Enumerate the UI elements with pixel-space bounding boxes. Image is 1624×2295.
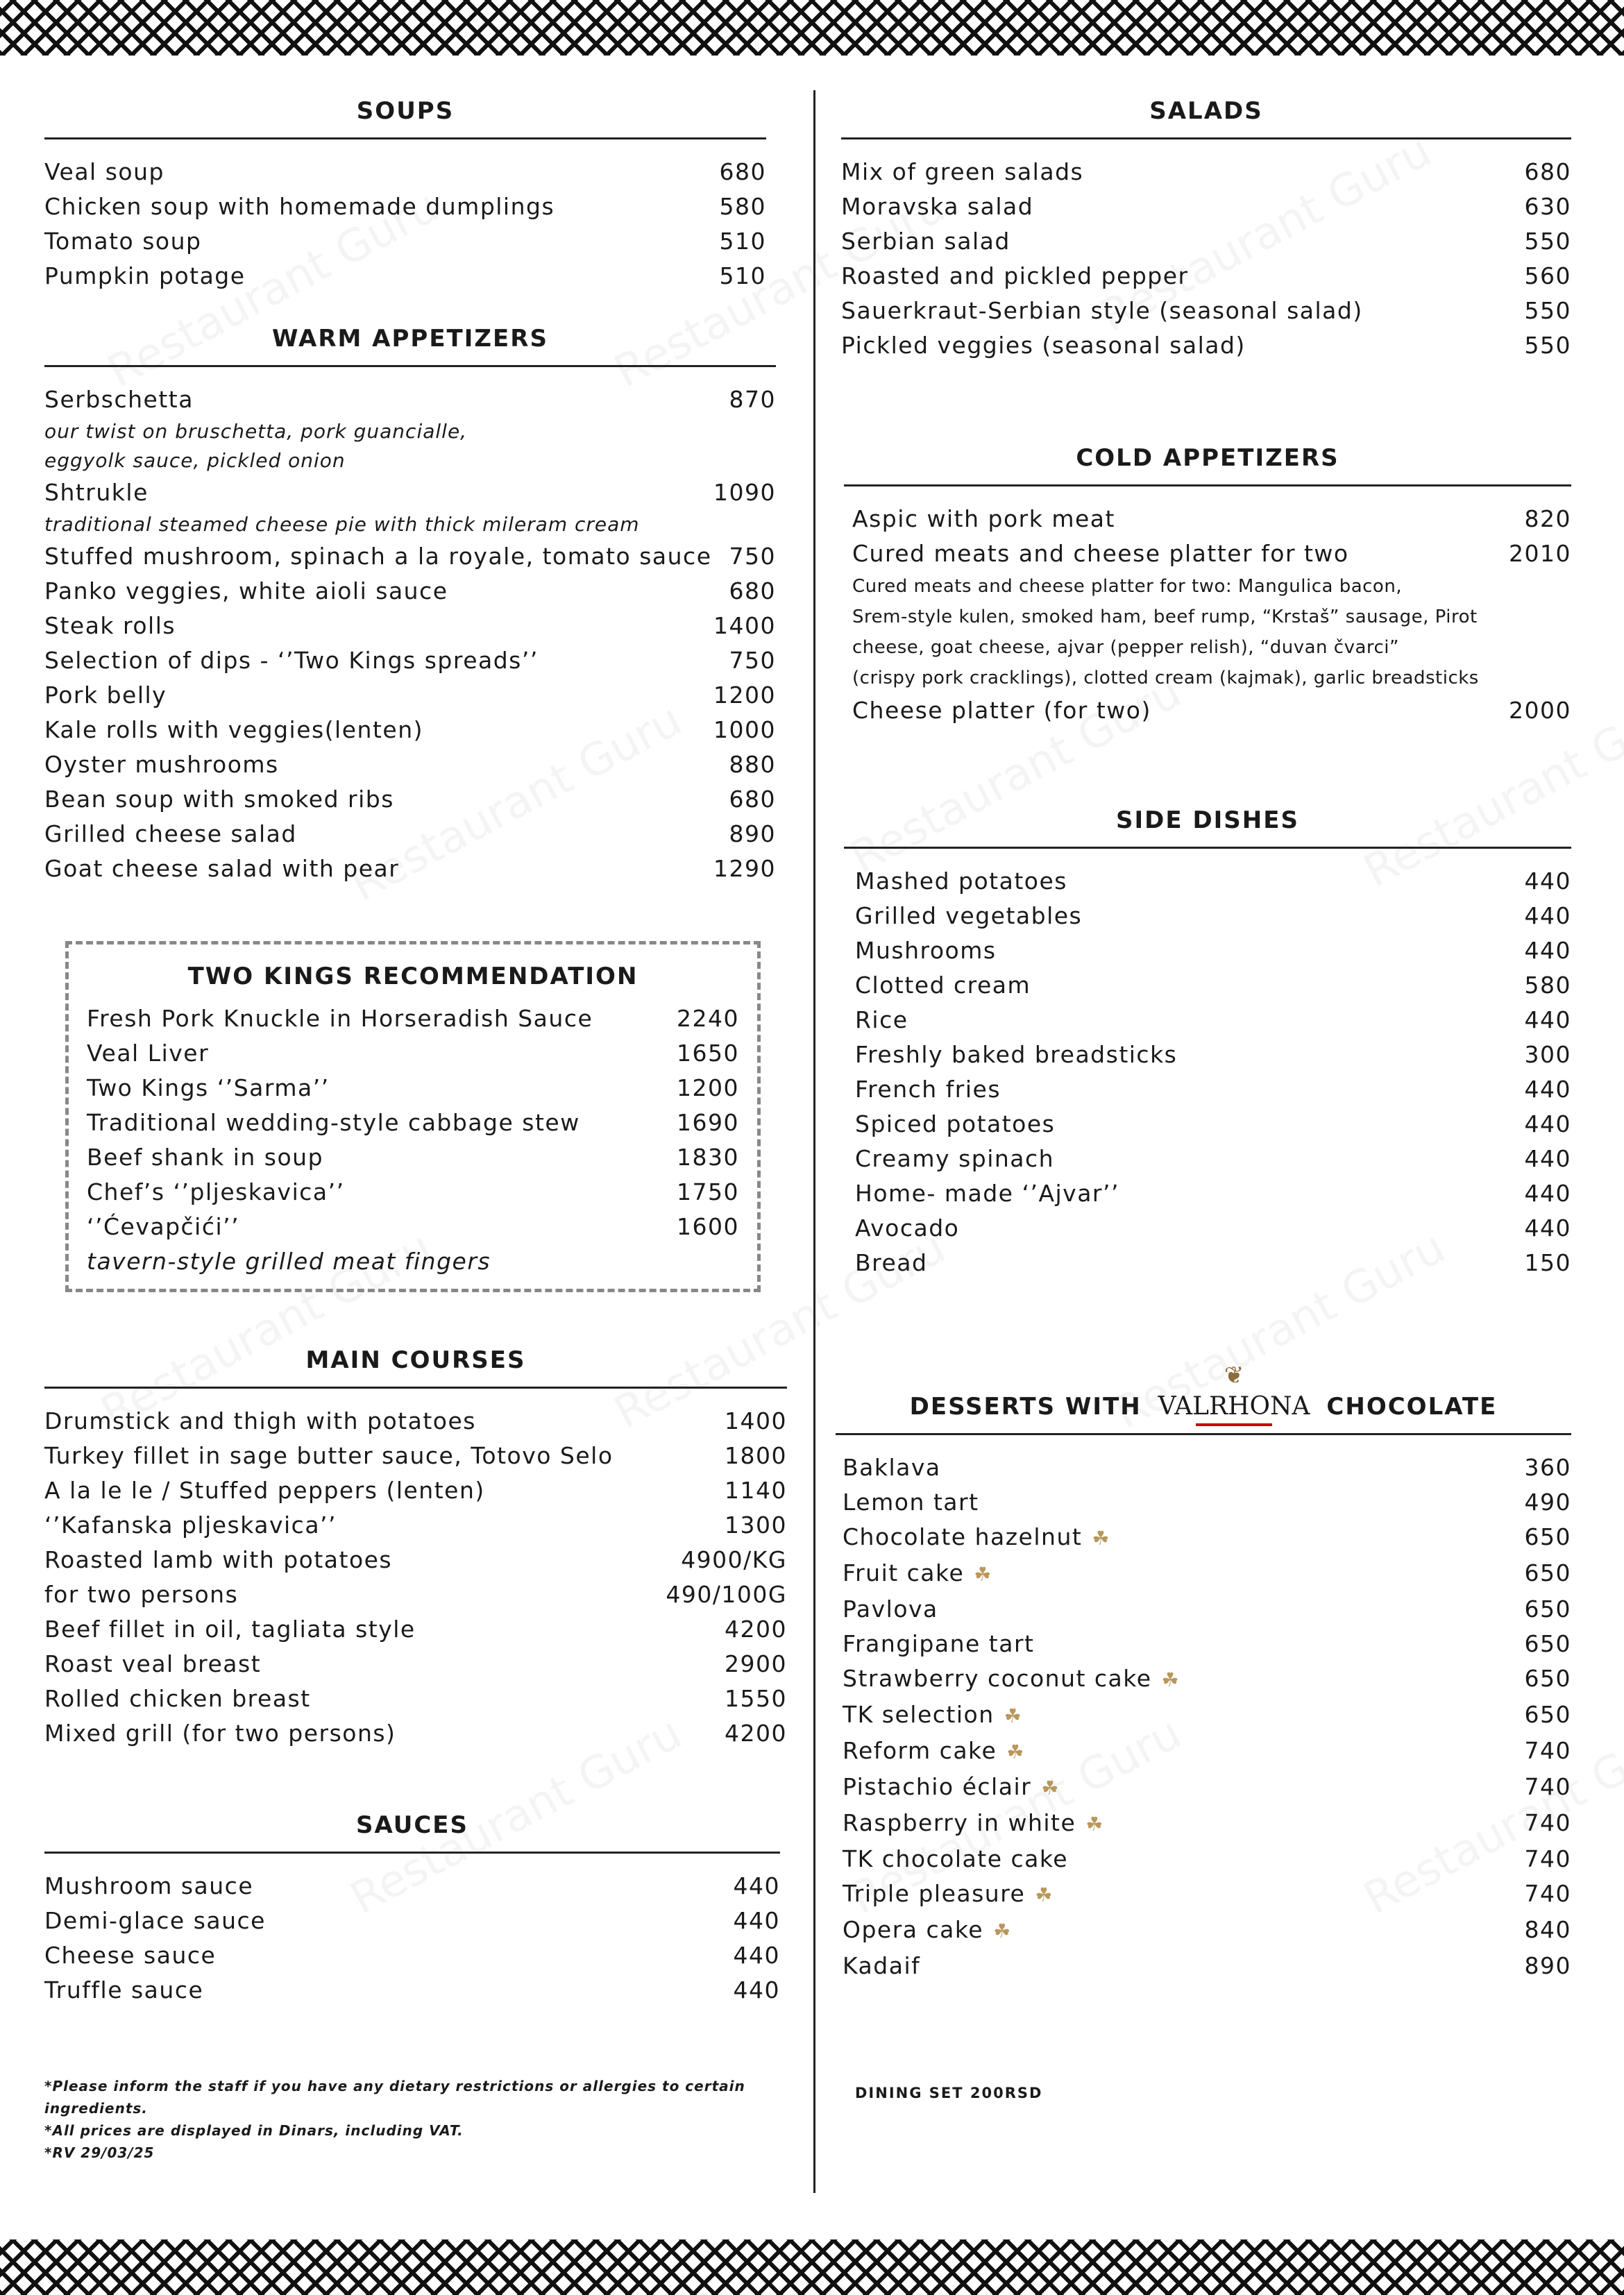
soups-title: SOUPS (44, 97, 766, 139)
menu-item-price: 680 (729, 577, 776, 604)
menu-item-price: 890 (729, 820, 776, 847)
menu-item (843, 1806, 1571, 1842)
footnote-line: *Please inform the staff if you have any dietary restrictions or allergies to certain (44, 2078, 745, 2094)
menu-item (44, 1938, 780, 1973)
menu-item (852, 502, 1571, 536)
menu-item-price: 740 (1524, 1845, 1571, 1872)
menu-item-name: Drumstick and thigh with potatoes (44, 1407, 476, 1434)
menu-item-name: Triple pleasure (843, 1880, 1026, 1907)
menu-item-name: Clotted cream (855, 972, 1031, 999)
menu-item-price: 4200 (725, 1616, 787, 1643)
menu-item-name: Strawberry coconut cake (843, 1665, 1152, 1692)
side-dishes-title: SIDE DISHES (844, 806, 1571, 849)
menu-item-name: Fresh Pork Knuckle in Horseradish Sauce (87, 1005, 593, 1032)
menu-item-price: 2240 (677, 1005, 739, 1032)
recommendation-list (87, 1001, 739, 1244)
menu-item-description: (crispy pork cracklings), clotted cream (kajmak), garlic breadsticks (852, 668, 1479, 688)
soups-list (44, 155, 766, 294)
menu-item (843, 1770, 1571, 1806)
menu-item-price: 650 (1524, 1630, 1571, 1657)
menu-item-name: Spiced potatoes (855, 1110, 1056, 1137)
menu-item (44, 224, 766, 259)
side-dishes-list (844, 864, 1571, 1280)
gold-leaf-icon: ☘ (1041, 1777, 1060, 1799)
menu-item-name: TK chocolate cake (843, 1845, 1069, 1872)
menu-item (855, 1176, 1571, 1211)
menu-item-name: Beef fillet in oil, tagliata style (44, 1616, 416, 1643)
menu-item (87, 1001, 739, 1036)
footnote-line: *All prices are displayed in Dinars, including VAT. (44, 2122, 464, 2139)
gold-leaf-icon: ☘ (974, 1563, 992, 1586)
gold-leaf-icon: ☘ (1035, 1883, 1054, 1906)
menu-item (852, 536, 1571, 571)
menu-item-price: 2010 (1509, 540, 1571, 567)
menu-item-description: cheese, goat cheese, ajvar (pepper relish), “duvan čvarci” (852, 637, 1400, 658)
menu-item-name: Home- made ‘’Ajvar’’ (855, 1180, 1119, 1207)
menu-item-price: 1750 (677, 1178, 739, 1205)
menu-item (44, 155, 766, 189)
gold-leaf-icon: ☘ (1092, 1527, 1110, 1550)
menu-item-description: traditional steamed cheese pie with thick mileram cream (44, 513, 640, 536)
menu-item-price: 440 (1524, 1110, 1571, 1137)
menu-item-price: 650 (1524, 1595, 1571, 1623)
menu-item-price: 740 (1524, 1737, 1571, 1764)
menu-item (855, 1211, 1571, 1246)
menu-item-price: 440 (733, 1907, 780, 1934)
menu-item (843, 1734, 1571, 1770)
menu-item (843, 1661, 1571, 1697)
menu-item-price: 440 (1524, 937, 1571, 964)
menu-item-description: eggyolk sauce, pickled onion (44, 449, 346, 472)
valrhona-logo-icon (1158, 1362, 1310, 1421)
menu-item-price: 1550 (725, 1685, 787, 1712)
column-divider (813, 90, 815, 2193)
menu-item (87, 1106, 739, 1140)
menu-item-name: ‘’Kafanska pljeskavica’’ (44, 1511, 337, 1539)
menu-item (855, 1142, 1571, 1176)
menu-item-price: 740 (1524, 1809, 1571, 1836)
sauces-title: SAUCES (44, 1811, 780, 1854)
menu-item-price: 1800 (725, 1442, 787, 1469)
menu-item (87, 1175, 739, 1210)
menu-item-price: 2000 (1509, 697, 1571, 724)
gold-leaf-icon: ☘ (993, 1920, 1012, 1942)
menu-item-name: Rice (855, 1006, 908, 1033)
soups-section (44, 97, 766, 294)
brand-name: VALRHONA (1158, 1392, 1310, 1421)
menu-item (44, 1404, 787, 1439)
menu-item-price: 630 (1524, 193, 1571, 220)
menu-item-price: 870 (729, 386, 776, 413)
menu-item-price: 650 (1524, 1559, 1571, 1586)
menu-item-price: 1690 (677, 1109, 739, 1136)
menu-item (44, 259, 766, 294)
recommendation-box (65, 941, 761, 1292)
menu-item-name: Chocolate hazelnut (843, 1523, 1083, 1550)
menu-item (843, 1450, 1571, 1485)
menu-item (855, 1246, 1571, 1280)
menu-item (87, 1140, 739, 1175)
desserts-title (836, 1362, 1571, 1435)
menu-item (843, 1485, 1571, 1520)
menu-item (843, 1592, 1571, 1627)
menu-item-name: Fruit cake (843, 1559, 965, 1586)
menu-item (44, 1508, 787, 1543)
desserts-list (836, 1450, 1571, 1983)
recommendation-note: tavern-style grilled meat fingers (87, 1248, 491, 1275)
menu-item (44, 382, 776, 417)
menu-item-name: Mushroom sauce (44, 1872, 254, 1899)
brand-leaf-icon: ❦ (1224, 1362, 1244, 1389)
main-courses-title: MAIN COURSES (44, 1346, 787, 1389)
menu-item-price: 1400 (725, 1407, 787, 1434)
menu-item-name: Pavlova (843, 1595, 938, 1623)
menu-item-price: 550 (1524, 228, 1571, 255)
menu-item-price: 440 (1524, 1214, 1571, 1242)
menu-item-name: Cheese platter (for two) (852, 697, 1151, 724)
menu-item (44, 1577, 787, 1612)
menu-item-name: Mashed potatoes (855, 867, 1067, 895)
menu-item (855, 864, 1571, 899)
menu-item-price: 440 (1524, 1180, 1571, 1207)
menu-item-name: Pumpkin potage (44, 262, 246, 289)
menu-item-name: Two Kings ‘’Sarma’’ (87, 1074, 330, 1101)
menu-item-price: 580 (1524, 972, 1571, 999)
warm-appetizers-list (44, 382, 776, 886)
menu-item-name: TK selection (843, 1701, 995, 1728)
bottom-decorative-border (0, 2239, 1624, 2295)
menu-item (841, 259, 1571, 294)
menu-item (841, 328, 1571, 363)
menu-item-name: Roasted lamb with potatoes (44, 1546, 393, 1573)
menu-item (843, 1627, 1571, 1661)
menu-item (855, 1003, 1571, 1038)
recommendation-title: TWO KINGS RECOMMENDATION (187, 963, 638, 990)
menu-item (44, 817, 776, 852)
menu-item-description: our twist on bruschetta, pork guancialle, (44, 420, 468, 443)
menu-item (44, 475, 776, 510)
menu-item-name: for two persons (44, 1581, 239, 1608)
menu-item (855, 968, 1571, 1003)
menu-item-price: 1200 (677, 1074, 739, 1101)
gold-leaf-icon: ☘ (1161, 1668, 1181, 1691)
menu-item-name: Kadaif (843, 1952, 921, 1979)
menu-item-name: Stuffed mushroom, spinach a la royale, tomato sauce (44, 543, 712, 570)
menu-item-price: 440 (733, 1976, 780, 2004)
menu-item-price: 1650 (677, 1040, 739, 1067)
menu-item-name: Reform cake (843, 1737, 997, 1764)
menu-item (44, 643, 776, 678)
menu-item-name: Grilled vegetables (855, 902, 1083, 929)
salads-list (841, 155, 1571, 363)
menu-item (855, 899, 1571, 933)
warm-appetizers-section (44, 325, 776, 886)
menu-item (843, 1697, 1571, 1734)
menu-item (841, 189, 1571, 224)
menu-item (44, 539, 776, 574)
menu-item-name: A la le le / Stuffed peppers (lenten) (44, 1477, 485, 1504)
menu-item-name: Moravska salad (841, 193, 1034, 220)
menu-item-price: 440 (733, 1872, 780, 1899)
menu-item-price: 1290 (713, 855, 776, 882)
menu-item-name: Grilled cheese salad (44, 820, 297, 847)
menu-item (841, 294, 1571, 328)
sauces-section (44, 1811, 780, 2008)
menu-item-price: 820 (1524, 505, 1571, 532)
menu-item-name: Pickled veggies (seasonal salad) (841, 332, 1246, 359)
menu-item (44, 1543, 787, 1577)
menu-item (843, 1877, 1571, 1913)
menu-item-price: 510 (719, 228, 766, 255)
menu-item-price: 4200 (725, 1720, 787, 1747)
menu-item (44, 1682, 787, 1716)
menu-item (841, 224, 1571, 259)
menu-item-price: 890 (1524, 1952, 1571, 1979)
menu-item (855, 1107, 1571, 1142)
menu-item-price: 490/100G (666, 1581, 787, 1608)
menu-item (44, 747, 776, 782)
menu-item-name: Traditional wedding-style cabbage stew (87, 1109, 580, 1136)
menu-item (44, 1973, 780, 2008)
menu-item-price: 680 (729, 786, 776, 813)
menu-item (843, 1842, 1571, 1877)
menu-item-name: Opera cake (843, 1916, 984, 1943)
menu-item-name: Freshly baked breadsticks (855, 1041, 1178, 1068)
menu-item-name: Rolled chicken breast (44, 1685, 311, 1712)
menu-item (87, 1071, 739, 1106)
main-courses-section (44, 1346, 787, 1751)
menu-item (44, 1439, 787, 1473)
top-decorative-border (0, 0, 1624, 56)
menu-item-name: Demi-glace sauce (44, 1907, 266, 1934)
menu-item-name: Avocado (855, 1214, 960, 1242)
menu-item (44, 1716, 787, 1751)
gold-leaf-icon: ☘ (1004, 1704, 1023, 1727)
menu-item-price: 580 (719, 193, 766, 220)
menu-item (855, 1038, 1571, 1072)
menu-item-name: Pistachio éclair (843, 1773, 1032, 1800)
menu-item-price: 300 (1524, 1041, 1571, 1068)
footnote-line: ingredients. (44, 2100, 148, 2117)
menu-item (44, 609, 776, 643)
menu-item-name: Creamy spinach (855, 1145, 1055, 1172)
menu-item-name: Roasted and pickled pepper (841, 262, 1189, 289)
menu-item-name: Lemon tart (843, 1489, 979, 1516)
menu-item-price: 740 (1524, 1880, 1571, 1907)
footnote-line: *RV 29/03/25 (44, 2144, 155, 2161)
brand-underline (1196, 1423, 1272, 1426)
menu-item-name: Frangipane tart (843, 1630, 1035, 1657)
menu-item-price: 360 (1524, 1454, 1571, 1481)
menu-item-price: 4900/KG (681, 1546, 787, 1573)
menu-item-name: Turkey fillet in sage butter sauce, Totovo Selo (44, 1442, 614, 1469)
menu-item-name: Tomato soup (44, 228, 202, 255)
menu-item (44, 782, 776, 817)
cold-appetizers-title: COLD APPETIZERS (844, 444, 1571, 486)
menu-item-price: 840 (1524, 1916, 1571, 1943)
menu-item-name: Chef’s ‘’pljeskavica’’ (87, 1178, 345, 1205)
menu-item (855, 1072, 1571, 1107)
menu-item (87, 1036, 739, 1071)
menu-item-price: 440 (1524, 1006, 1571, 1033)
desserts-section (836, 1362, 1571, 1983)
menu-item-name: Steak rolls (44, 612, 176, 639)
cold-appetizers-list (844, 502, 1571, 728)
menu-item (841, 155, 1571, 189)
menu-item-name: Serbschetta (44, 386, 194, 413)
menu-item-name: Bean soup with smoked ribs (44, 786, 394, 813)
menu-item-price: 550 (1524, 297, 1571, 324)
menu-item (44, 678, 776, 713)
menu-item-price: 440 (1524, 902, 1571, 929)
menu-item-price: 750 (729, 543, 776, 570)
menu-item-price: 150 (1524, 1249, 1571, 1276)
gold-leaf-icon: ☘ (1006, 1741, 1025, 1763)
menu-item-name: Kale rolls with veggies(lenten) (44, 716, 423, 743)
menu-item (44, 852, 776, 886)
menu-item (44, 1647, 787, 1682)
menu-item-price: 1300 (725, 1511, 787, 1539)
salads-section (841, 97, 1571, 363)
menu-item-name: Veal soup (44, 158, 164, 185)
menu-item-name: Chicken soup with homemade dumplings (44, 193, 555, 220)
menu-item-name: Mixed grill (for two persons) (44, 1720, 396, 1747)
menu-item-description: Srem-style kulen, smoked ham, beef rump, “Krstaš” sausage, Pirot (852, 607, 1478, 627)
menu-item-name: Mix of green salads (841, 158, 1084, 185)
menu-item-name: Raspberry in white (843, 1809, 1076, 1836)
cold-appetizers-section (844, 444, 1571, 728)
menu-item (852, 693, 1571, 728)
menu-item-price: 1830 (677, 1144, 739, 1171)
menu-item-price: 650 (1524, 1701, 1571, 1728)
menu-item-price: 650 (1524, 1523, 1571, 1550)
menu-item-name: Cheese sauce (44, 1942, 217, 1969)
menu-item-price: 490 (1524, 1489, 1571, 1516)
menu-item-price: 740 (1524, 1773, 1571, 1800)
menu-item-name: Veal Liver (87, 1040, 210, 1067)
menu-item-price: 440 (1524, 1145, 1571, 1172)
menu-item-name: Bread (855, 1249, 928, 1276)
menu-item-price: 1090 (713, 479, 776, 506)
sauces-list (44, 1869, 780, 2008)
side-dishes-section (844, 806, 1571, 1280)
menu-item-name: Pork belly (44, 681, 167, 709)
menu-item-name: Serbian salad (841, 228, 1010, 255)
menu-item-name: Baklava (843, 1454, 941, 1481)
desserts-title-prefix: DESSERTS WITH (909, 1393, 1142, 1421)
main-courses-list (44, 1404, 787, 1751)
menu-item-price: 1000 (713, 716, 776, 743)
footnotes (44, 2075, 780, 2164)
desserts-title-suffix: CHOCOLATE (1326, 1393, 1498, 1421)
menu-item (44, 574, 776, 609)
menu-item-price: 880 (729, 751, 776, 778)
salads-title: SALADS (841, 97, 1571, 139)
menu-item-name: Oyster mushrooms (44, 751, 279, 778)
menu-item (44, 713, 776, 747)
menu-item-price: 560 (1524, 262, 1571, 289)
menu-item-price: 510 (719, 262, 766, 289)
menu-item-price: 750 (729, 647, 776, 674)
menu-item (843, 1520, 1571, 1556)
menu-item-price: 1600 (677, 1213, 739, 1240)
menu-item-price: 440 (1524, 867, 1571, 895)
menu-item-price: 650 (1524, 1665, 1571, 1692)
menu-item-price: 1140 (725, 1477, 787, 1504)
menu-item (44, 1612, 787, 1647)
menu-item-name: ‘’Ćevapčići’’ (87, 1213, 240, 1240)
menu-item (87, 1210, 739, 1244)
menu-item-name: Aspic with pork meat (852, 505, 1115, 532)
menu-item (855, 933, 1571, 968)
menu-item (843, 1556, 1571, 1592)
warm-appetizers-title: WARM APPETIZERS (44, 325, 776, 367)
menu-item-name: Shtrukle (44, 479, 149, 506)
menu-item-name: Panko veggies, white aioli sauce (44, 577, 448, 604)
menu-item (44, 1473, 787, 1508)
menu-item-description: Cured meats and cheese platter for two: Mangulica bacon, (852, 576, 1403, 597)
menu-item (843, 1913, 1571, 1949)
menu-item (44, 1869, 780, 1904)
menu-item-name: Cured meats and cheese platter for two (852, 540, 1349, 567)
menu-item-price: 680 (719, 158, 766, 185)
menu-item-name: Goat cheese salad with pear (44, 855, 400, 882)
menu-item-name: Roast veal breast (44, 1650, 262, 1677)
menu-item-name: French fries (855, 1076, 1001, 1103)
menu-item-name: Mushrooms (855, 937, 997, 964)
recommendation-note-row (87, 1244, 739, 1279)
menu-item-price: 1200 (713, 681, 776, 709)
dining-set-note: DINING SET 200RSD (855, 2085, 1043, 2101)
menu-item-name: Truffle sauce (44, 1976, 204, 2004)
menu-item-name: Beef shank in soup (87, 1144, 324, 1171)
menu-item (44, 189, 766, 224)
menu-item (843, 1949, 1571, 1983)
menu-item-price: 440 (1524, 1076, 1571, 1103)
menu-item-price: 1400 (713, 612, 776, 639)
gold-leaf-icon: ☘ (1085, 1813, 1104, 1836)
menu-item-price: 680 (1524, 158, 1571, 185)
menu-item-price: 440 (733, 1942, 780, 1969)
menu-item-price: 550 (1524, 332, 1571, 359)
menu-item-price: 2900 (725, 1650, 787, 1677)
menu-item (44, 1904, 780, 1938)
menu-item-name: Sauerkraut-Serbian style (seasonal salad) (841, 297, 1363, 324)
menu-item-name: Selection of dips - ‘’Two Kings spreads’’ (44, 647, 539, 674)
